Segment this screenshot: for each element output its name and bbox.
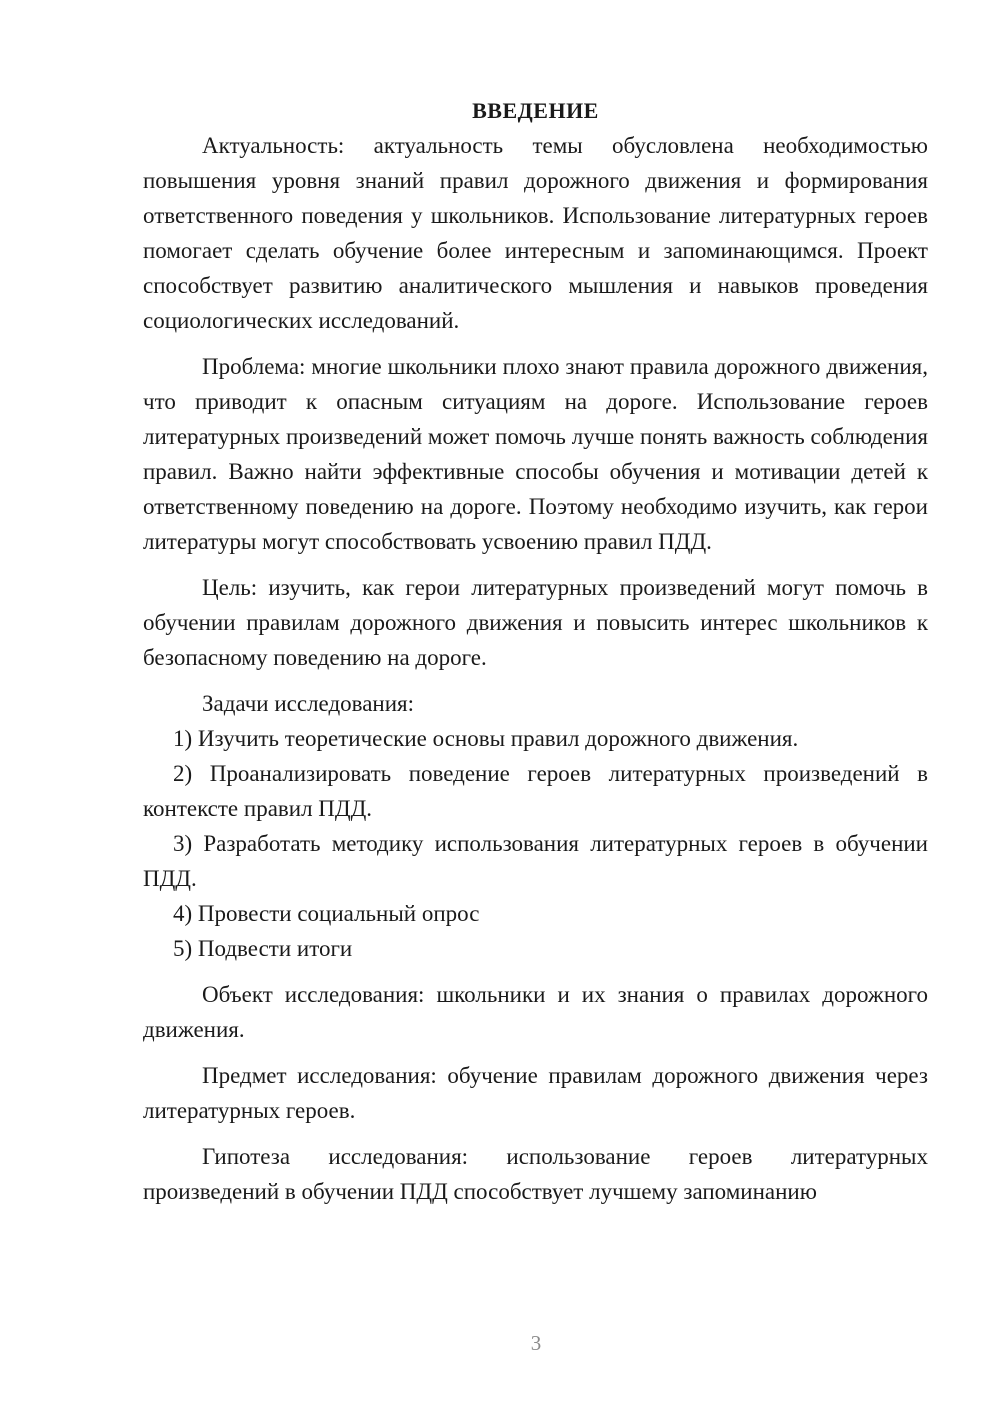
relevance-paragraph: Актуальность: актуальность темы обусловлена необходимостью повышения уровня знаний правил дорожного движения и формирования ответственного поведения у школьников. Использование литературных героев помогает сделать обучение более интересным и запоминающимся. Проект способствует развитию аналитического мышления и навыков проведения социологических исследований. [143,133,928,333]
page-number: 3 [530,1331,542,1355]
tasks-heading: Задачи исследования: [202,691,415,716]
task-item-5: 5) Подвести итоги [173,936,353,961]
page-content [143,93,928,1209]
task-item-4: 4) Провести социальный опрос [173,901,480,926]
hypothesis-paragraph: Гипотеза исследования: использование героев литературных произведений в обучении ПДД способствует лучшему запоминанию [143,1144,928,1204]
goal-paragraph: Цель: изучить, как герои литературных произведений могут помочь в обучении правилам дорожного движения и повысить интерес школьников к безопасному поведению на дороге. [143,575,928,670]
task-item-1: 1) Изучить теоретические основы правил дорожного движения. [173,726,799,751]
problem-paragraph: Проблема: многие школьники плохо знают правила дорожного движения, что приводит к опасным ситуациям на дороге. Использование героев литературных произведений может помочь лучше понять важность соблюдения правил. Важно найти эффективные способы обучения и мотивации детей к ответственному поведению на дороге. Поэтому необходимо изучить, как герои литературы могут способствовать усвоению правил ПДД. [143,354,928,554]
task-item-2: 2) Проанализировать поведение героев литературных произведений в контексте правил ПДД. [143,761,928,821]
section-title: ВВЕДЕНИЕ [472,98,599,123]
task-item-3: 3) Разработать методику использования литературных героев в обучении ПДД. [143,831,928,891]
object-paragraph: Объект исследования: школьники и их знания о правилах дорожного движения. [143,982,928,1042]
subject-paragraph: Предмет исследования: обучение правилам дорожного движения через литературных героев. [143,1063,928,1123]
